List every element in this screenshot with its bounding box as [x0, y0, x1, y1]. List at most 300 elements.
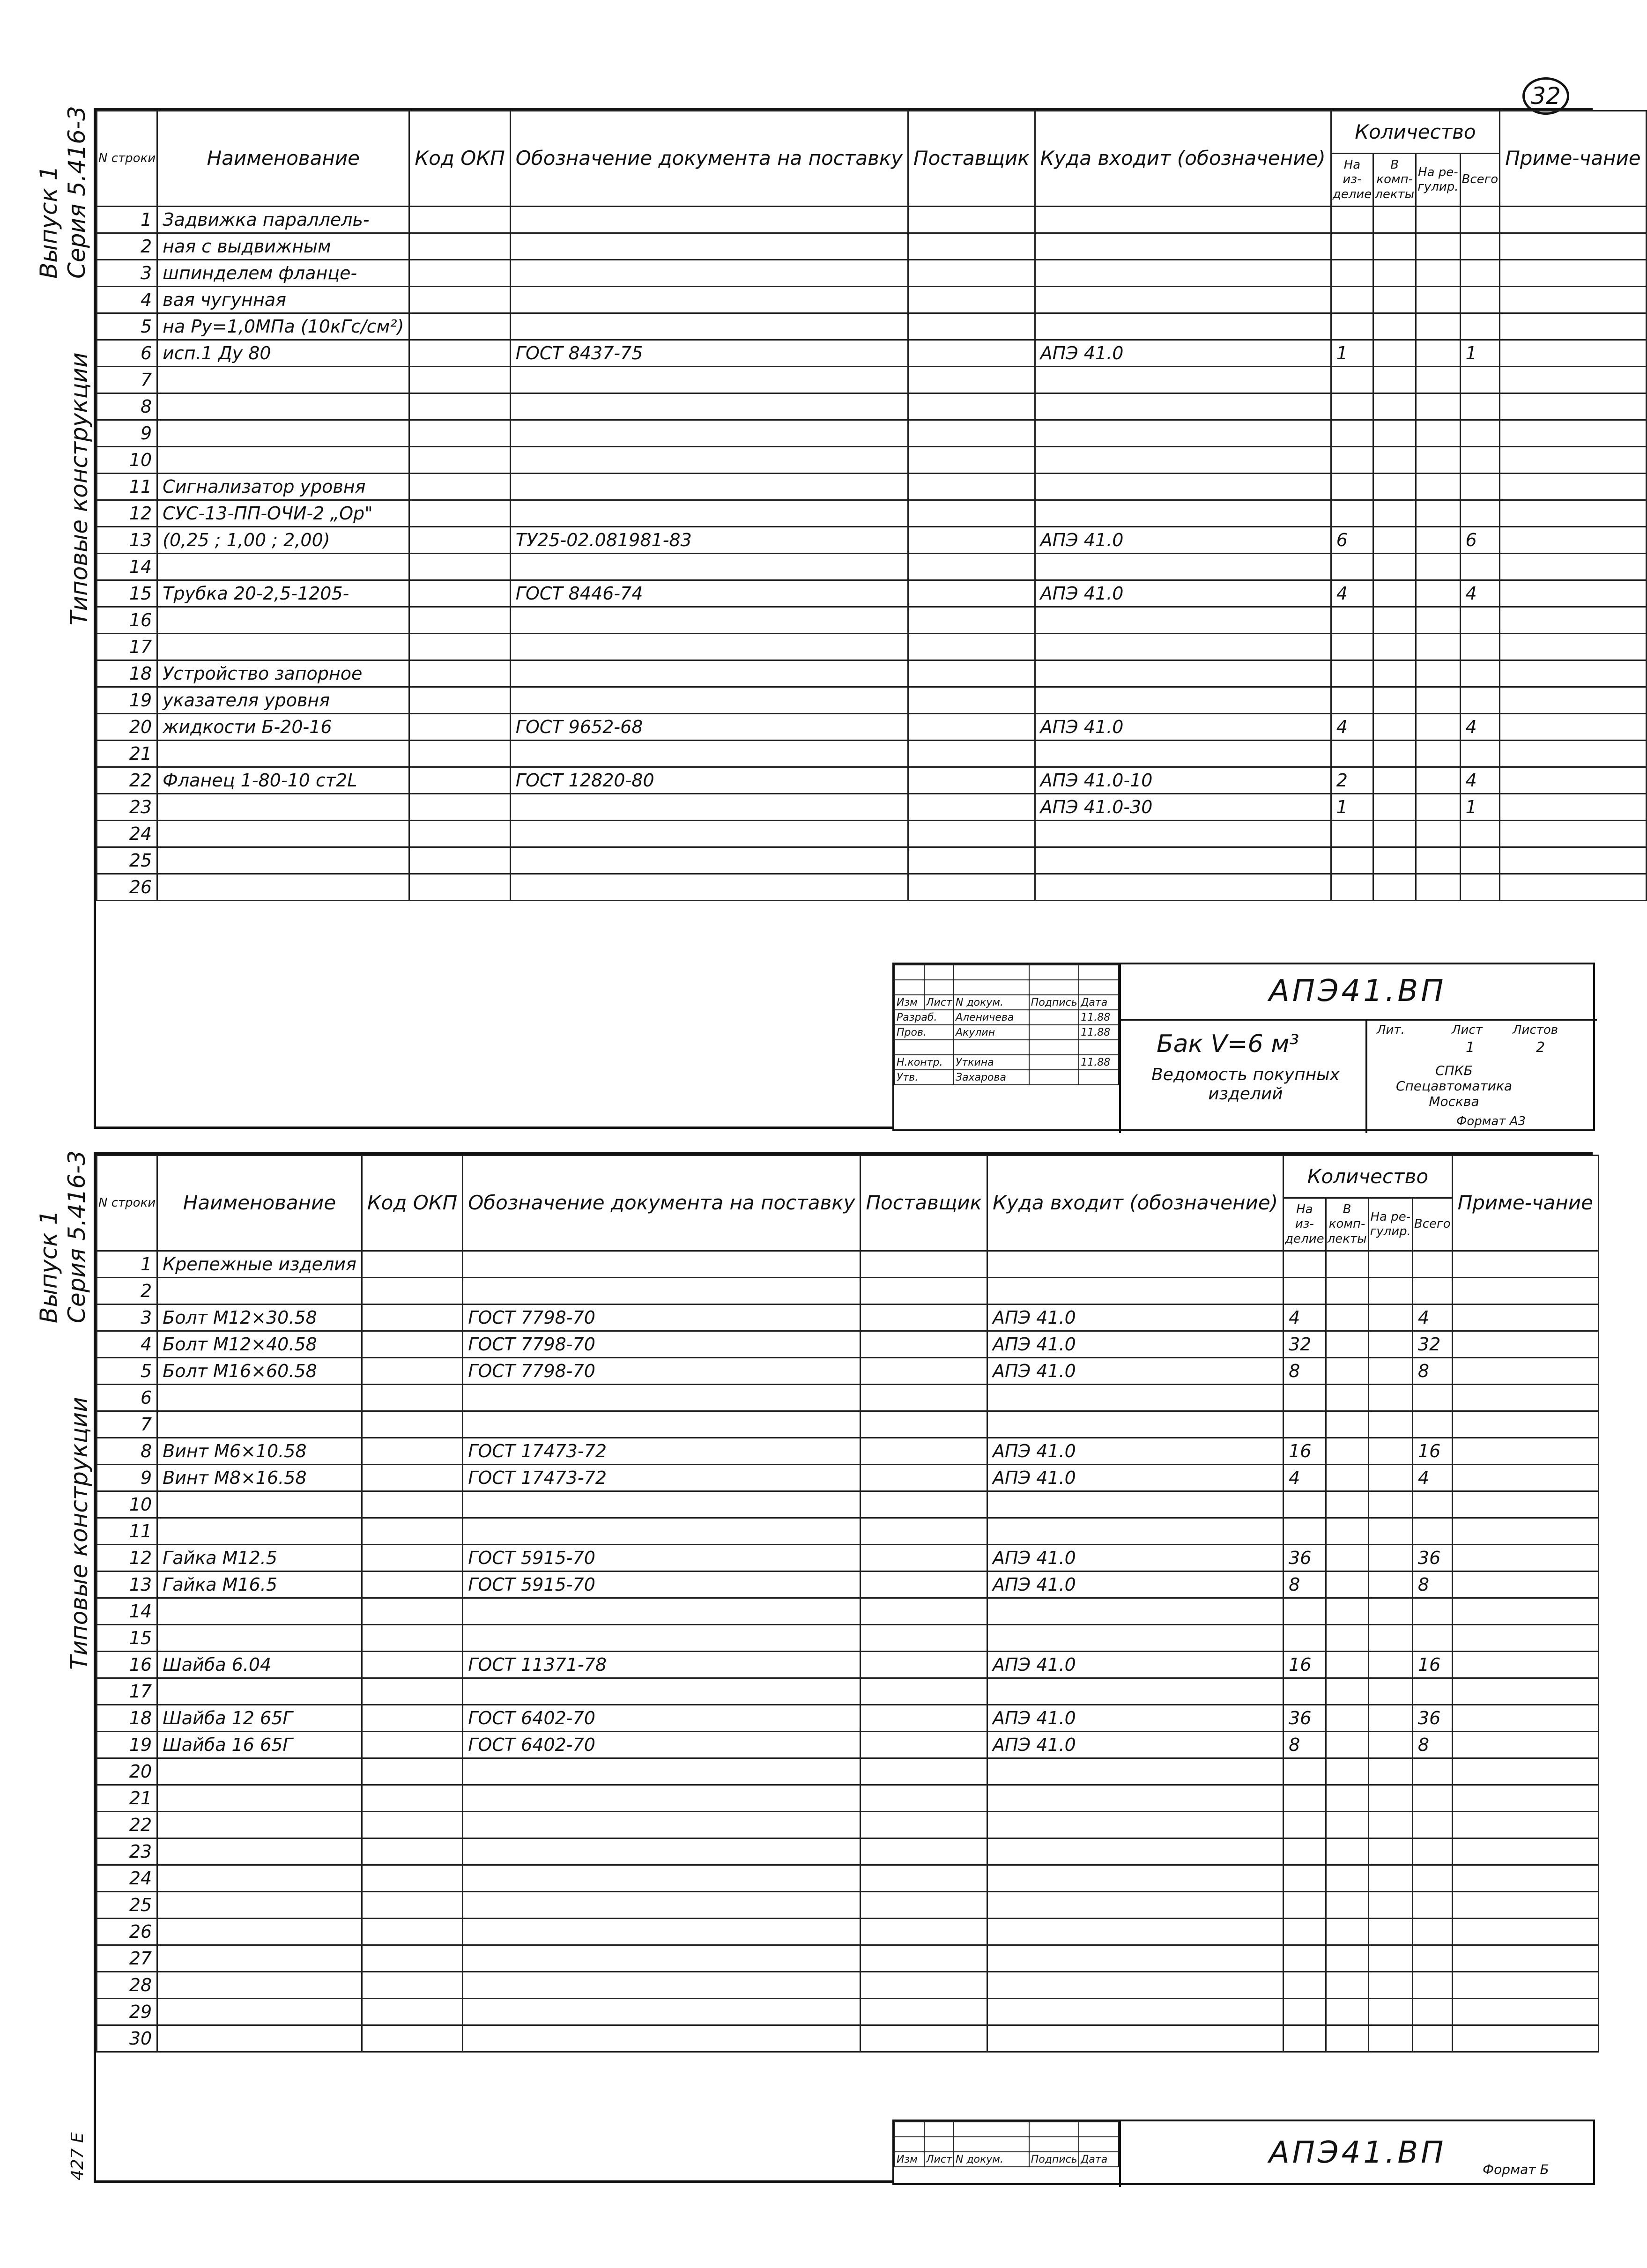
- qty-total: [1412, 1625, 1452, 1652]
- note: [1500, 794, 1646, 821]
- col-qty-reg: На ре-гулир.: [1416, 154, 1460, 207]
- supplier: [861, 1278, 987, 1304]
- doc-designation: [463, 1518, 861, 1545]
- qty-total: [1460, 474, 1500, 500]
- doc-designation: [510, 634, 908, 660]
- stamp-h-izm: Изм: [895, 995, 924, 1010]
- where-used: [987, 2025, 1283, 2052]
- note: [1500, 714, 1646, 741]
- col-where: Куда входит (обозначение): [987, 1156, 1283, 1251]
- table-row: [97, 607, 1647, 634]
- where-used: [1035, 607, 1331, 634]
- qty-per-item: [1331, 741, 1373, 767]
- doc-designation: [510, 393, 908, 420]
- stamp-role: Пров.: [895, 1025, 954, 1040]
- qty-set: [1326, 1812, 1368, 1838]
- doc-designation: ГОСТ 17473-72: [463, 1465, 861, 1491]
- doc-designation: [510, 847, 908, 874]
- item-name: [157, 1678, 362, 1705]
- okp-code: [409, 821, 510, 847]
- doc-designation: [510, 874, 908, 901]
- doc-designation: ГОСТ 8446-74: [510, 580, 908, 607]
- table-row: [97, 741, 1647, 767]
- note: [1452, 1304, 1598, 1331]
- qty-total: [1460, 233, 1500, 260]
- note: [1500, 474, 1646, 500]
- where-used: [987, 1892, 1283, 1919]
- qty-set: [1326, 1625, 1368, 1652]
- note: [1452, 1838, 1598, 1865]
- table-row: [97, 660, 1647, 687]
- table-row: [97, 1732, 1599, 1758]
- qty-total: 36: [1412, 1545, 1452, 1571]
- item-name: [157, 1945, 362, 1972]
- col-note: Приме-чание: [1452, 1156, 1598, 1251]
- okp-code: [362, 1678, 462, 1705]
- supplier: [908, 313, 1035, 340]
- okp-code: [409, 847, 510, 874]
- supplier: [908, 367, 1035, 393]
- qty-reg: [1416, 527, 1460, 554]
- note: [1500, 687, 1646, 714]
- row-number: 17: [97, 634, 157, 660]
- table-row: [97, 474, 1647, 500]
- qty-set: [1373, 447, 1416, 474]
- qty-reg: [1416, 447, 1460, 474]
- supplier: [908, 687, 1035, 714]
- sheet-1: [35, 106, 1641, 1129]
- supplier: [908, 714, 1035, 741]
- qty-reg: [1368, 1304, 1412, 1331]
- qty-set: [1373, 767, 1416, 794]
- qty-reg: [1416, 233, 1460, 260]
- doc-designation: [510, 367, 908, 393]
- row-number: 3: [97, 1304, 157, 1331]
- okp-code: [409, 420, 510, 447]
- qty-set: [1373, 660, 1416, 687]
- where-used: АПЭ 41.0: [987, 1652, 1283, 1678]
- spec-table-1: [96, 110, 1647, 901]
- note: [1500, 233, 1646, 260]
- row-number: 16: [97, 607, 157, 634]
- okp-code: [362, 1865, 462, 1892]
- okp-code: [362, 1732, 462, 1758]
- row-number: 11: [97, 1518, 157, 1545]
- row-number: 9: [97, 1465, 157, 1491]
- item-name: [157, 393, 409, 420]
- okp-code: [362, 1919, 462, 1945]
- stamp-list-no: 1: [1466, 1039, 1475, 1056]
- stamp-format: Формат Б: [1483, 2162, 1549, 2177]
- item-name: вая чугунная: [157, 287, 409, 313]
- qty-per-item: 2: [1331, 767, 1373, 794]
- okp-code: [362, 1331, 462, 1358]
- qty-per-item: [1283, 1758, 1326, 1785]
- doc-designation: [510, 233, 908, 260]
- doc-designation: [463, 1999, 861, 2025]
- item-name: исп.1 Ду 80: [157, 340, 409, 367]
- qty-per-item: [1283, 1972, 1326, 1999]
- qty-set: [1326, 1545, 1368, 1571]
- qty-per-item: [1283, 1278, 1326, 1304]
- where-used: [987, 1278, 1283, 1304]
- stamp-h-sign: Подпись: [1029, 995, 1079, 1010]
- item-name: Болт М16×60.58: [157, 1358, 362, 1385]
- supplier: [861, 1838, 987, 1865]
- row-number: 29: [97, 1999, 157, 2025]
- where-used: АПЭ 41.0: [987, 1304, 1283, 1331]
- stamp-designation: АПЭ41.ВП: [1269, 974, 1447, 1008]
- supplier: [908, 847, 1035, 874]
- where-used: [1035, 287, 1331, 313]
- row-number: 14: [97, 554, 157, 580]
- table-row: [97, 1331, 1599, 1358]
- okp-code: [362, 1838, 462, 1865]
- note: [1500, 207, 1646, 233]
- note: [1500, 500, 1646, 527]
- qty-per-item: [1283, 1945, 1326, 1972]
- row-number: 30: [97, 2025, 157, 2052]
- qty-total: [1412, 1945, 1452, 1972]
- okp-code: [362, 1491, 462, 1518]
- supplier: [908, 554, 1035, 580]
- doc-designation: [463, 1865, 861, 1892]
- doc-designation: [463, 1972, 861, 1999]
- row-number: 23: [97, 1838, 157, 1865]
- where-used: [987, 1972, 1283, 1999]
- where-used: [1035, 233, 1331, 260]
- doc-designation: [510, 660, 908, 687]
- qty-total: [1460, 660, 1500, 687]
- row-number: 7: [97, 1411, 157, 1438]
- qty-per-item: [1331, 634, 1373, 660]
- okp-code: [409, 393, 510, 420]
- supplier: [861, 1732, 987, 1758]
- item-name: [157, 1278, 362, 1304]
- stamp-role: Разраб.: [895, 1010, 954, 1025]
- col-supplier: Поставщик: [861, 1156, 987, 1251]
- item-name: [157, 821, 409, 847]
- qty-total: [1412, 1385, 1452, 1411]
- table-row: [97, 847, 1647, 874]
- qty-reg: [1416, 207, 1460, 233]
- okp-code: [409, 340, 510, 367]
- supplier: [908, 660, 1035, 687]
- qty-set: [1373, 260, 1416, 287]
- qty-per-item: [1283, 1625, 1326, 1652]
- stamp-person: Уткина: [954, 1055, 1029, 1070]
- where-used: АПЭ 41.0-10: [1035, 767, 1331, 794]
- doc-designation: [463, 1919, 861, 1945]
- supplier: [908, 233, 1035, 260]
- supplier: [908, 207, 1035, 233]
- row-number: 20: [97, 1758, 157, 1785]
- qty-set: [1326, 1571, 1368, 1598]
- qty-reg: [1368, 1758, 1412, 1785]
- doc-designation: [510, 260, 908, 287]
- qty-reg: [1416, 741, 1460, 767]
- note: [1452, 1705, 1598, 1732]
- qty-reg: [1416, 714, 1460, 741]
- qty-per-item: 8: [1283, 1358, 1326, 1385]
- where-used: АПЭ 41.0: [1035, 714, 1331, 741]
- table-row: [97, 1518, 1599, 1545]
- qty-set: [1326, 1758, 1368, 1785]
- page-number: 32: [1522, 77, 1569, 115]
- table-row: [97, 1251, 1599, 1278]
- doc-designation: [463, 1785, 861, 1812]
- okp-code: [362, 1785, 462, 1812]
- where-used: [1035, 660, 1331, 687]
- okp-code: [409, 607, 510, 634]
- qty-per-item: 8: [1283, 1732, 1326, 1758]
- table-row: [97, 447, 1647, 474]
- row-number: 8: [97, 1438, 157, 1465]
- okp-code: [362, 1945, 462, 1972]
- col-code: Код ОКП: [409, 111, 510, 207]
- row-number: 6: [97, 1385, 157, 1411]
- qty-reg: [1368, 1545, 1412, 1571]
- qty-per-item: 36: [1283, 1545, 1326, 1571]
- qty-total: 4: [1460, 767, 1500, 794]
- qty-per-item: [1331, 393, 1373, 420]
- doc-designation: [510, 741, 908, 767]
- qty-set: [1373, 687, 1416, 714]
- qty-reg: [1368, 1732, 1412, 1758]
- qty-set: [1373, 474, 1416, 500]
- supplier: [908, 634, 1035, 660]
- where-used: АПЭ 41.0: [1035, 580, 1331, 607]
- qty-total: [1412, 1919, 1452, 1945]
- supplier: [908, 767, 1035, 794]
- supplier: [861, 1598, 987, 1625]
- table-row: [97, 260, 1647, 287]
- note: [1500, 260, 1646, 287]
- item-name: Шайба 16 65Г: [157, 1732, 362, 1758]
- qty-total: [1412, 1838, 1452, 1865]
- qty-set: [1373, 714, 1416, 741]
- stamp-date: 11.88: [1079, 1025, 1119, 1040]
- note: [1452, 1892, 1598, 1919]
- stamp-designation: АПЭ41.ВП: [1269, 2135, 1447, 2170]
- row-number: 12: [97, 1545, 157, 1571]
- supplier: [908, 607, 1035, 634]
- note: [1452, 1972, 1598, 1999]
- table-row: [97, 1678, 1599, 1705]
- where-used: [1035, 821, 1331, 847]
- stamp-role: Утв.: [895, 1070, 954, 1085]
- qty-set: [1326, 1892, 1368, 1919]
- supplier: [861, 1705, 987, 1732]
- qty-set: [1373, 554, 1416, 580]
- row-number: 16: [97, 1652, 157, 1678]
- row-number: 21: [97, 1785, 157, 1812]
- stamp-person: Захарова: [954, 1070, 1029, 1085]
- qty-total: [1412, 1678, 1452, 1705]
- qty-reg: [1368, 1518, 1412, 1545]
- note: [1452, 1358, 1598, 1385]
- okp-code: [409, 660, 510, 687]
- okp-code: [409, 634, 510, 660]
- qty-reg: [1416, 500, 1460, 527]
- supplier: [861, 1465, 987, 1491]
- qty-total: 8: [1412, 1358, 1452, 1385]
- item-name: [157, 1625, 362, 1652]
- series-label: Выпуск 1: [35, 165, 62, 279]
- okp-code: [409, 714, 510, 741]
- qty-reg: [1368, 1678, 1412, 1705]
- qty-set: [1326, 1865, 1368, 1892]
- doc-designation: [463, 1892, 861, 1919]
- where-used: [1035, 874, 1331, 901]
- table-row: [97, 1865, 1599, 1892]
- col-where: Куда входит (обозначение): [1035, 111, 1331, 207]
- note: [1500, 554, 1646, 580]
- qty-per-item: [1331, 554, 1373, 580]
- qty-total: [1412, 2025, 1452, 2052]
- where-used: [1035, 687, 1331, 714]
- doc-designation: [463, 1491, 861, 1518]
- doc-designation: [463, 1678, 861, 1705]
- supplier: [861, 1358, 987, 1385]
- where-used: [987, 1625, 1283, 1652]
- qty-total: [1412, 1518, 1452, 1545]
- note: [1452, 1465, 1598, 1491]
- item-name: [157, 1411, 362, 1438]
- qty-per-item: [1283, 1385, 1326, 1411]
- supplier: [861, 1972, 987, 1999]
- qty-reg: [1368, 1358, 1412, 1385]
- row-number: 25: [97, 1892, 157, 1919]
- doc-designation: [463, 1251, 861, 1278]
- qty-total: [1460, 287, 1500, 313]
- where-used: [987, 1785, 1283, 1812]
- doc-designation: [463, 1812, 861, 1838]
- table-row: [97, 767, 1647, 794]
- table-row: [97, 1972, 1599, 1999]
- qty-reg: [1368, 1411, 1412, 1438]
- doc-designation: ГОСТ 11371-78: [463, 1652, 861, 1678]
- okp-code: [362, 1438, 462, 1465]
- okp-code: [362, 2025, 462, 2052]
- where-used: [1035, 554, 1331, 580]
- row-number: 3: [97, 260, 157, 287]
- item-name: [157, 794, 409, 821]
- qty-total: 8: [1412, 1571, 1452, 1598]
- row-number: 2: [97, 1278, 157, 1304]
- serial-label: Серия 5.416-3: [63, 1150, 90, 1323]
- where-used: АПЭ 41.0: [987, 1438, 1283, 1465]
- item-name: Крепежные изделия: [157, 1251, 362, 1278]
- supplier: [861, 1438, 987, 1465]
- qty-reg: [1368, 1625, 1412, 1652]
- row-number: 22: [97, 1812, 157, 1838]
- okp-code: [409, 207, 510, 233]
- qty-total: [1412, 1758, 1452, 1785]
- qty-set: [1373, 287, 1416, 313]
- qty-set: [1326, 1385, 1368, 1411]
- qty-set: [1326, 1945, 1368, 1972]
- qty-reg: [1416, 767, 1460, 794]
- item-name: [157, 420, 409, 447]
- okp-code: [409, 233, 510, 260]
- qty-per-item: 32: [1283, 1331, 1326, 1358]
- okp-code: [409, 741, 510, 767]
- table-row: [97, 554, 1647, 580]
- row-number: 12: [97, 500, 157, 527]
- note: [1500, 313, 1646, 340]
- section-label: Типовые конструкции: [66, 1397, 93, 1670]
- stamp-date: 11.88: [1079, 1010, 1119, 1025]
- item-name: Шайба 6.04: [157, 1652, 362, 1678]
- item-name: [157, 1892, 362, 1919]
- qty-total: [1460, 741, 1500, 767]
- title-block-1: [892, 963, 1595, 1131]
- qty-set: [1373, 207, 1416, 233]
- note: [1452, 1678, 1598, 1705]
- doc-designation: ГОСТ 17473-72: [463, 1438, 861, 1465]
- supplier: [861, 1652, 987, 1678]
- doc-designation: [463, 1385, 861, 1411]
- qty-set: [1326, 1598, 1368, 1625]
- okp-code: [409, 500, 510, 527]
- item-name: [157, 1812, 362, 1838]
- item-name: [157, 874, 409, 901]
- where-used: [1035, 313, 1331, 340]
- table-row: [97, 1705, 1599, 1732]
- okp-code: [362, 1251, 462, 1278]
- stamp-h-list: Лист: [924, 2152, 954, 2167]
- note: [1500, 447, 1646, 474]
- note: [1500, 527, 1646, 554]
- supplier: [861, 1571, 987, 1598]
- where-used: [1035, 367, 1331, 393]
- row-number: 13: [97, 1571, 157, 1598]
- qty-set: [1326, 1518, 1368, 1545]
- okp-code: [409, 287, 510, 313]
- qty-per-item: [1283, 1678, 1326, 1705]
- table-row: [97, 500, 1647, 527]
- qty-per-item: [1283, 1411, 1326, 1438]
- okp-code: [409, 554, 510, 580]
- qty-per-item: [1283, 1812, 1326, 1838]
- okp-code: [362, 1278, 462, 1304]
- doc-designation: [463, 1278, 861, 1304]
- note: [1452, 1758, 1598, 1785]
- qty-set: [1326, 1251, 1368, 1278]
- item-name: СУС-13-ПП-ОЧИ-2 „Ор": [157, 500, 409, 527]
- note: [1452, 2025, 1598, 2052]
- table-row: [97, 1304, 1599, 1331]
- row-number: 28: [97, 1972, 157, 1999]
- qty-reg: [1368, 1838, 1412, 1865]
- qty-per-item: [1283, 2025, 1326, 2052]
- where-used: [987, 1385, 1283, 1411]
- where-used: [987, 1491, 1283, 1518]
- qty-reg: [1416, 794, 1460, 821]
- stamp-title: Бак V=6 м³: [1157, 1030, 1299, 1058]
- supplier: [861, 1411, 987, 1438]
- qty-total: [1460, 554, 1500, 580]
- stamp-format: Формат А3: [1456, 1114, 1526, 1128]
- stamp-list: Лист: [1452, 1023, 1483, 1037]
- sheet-2: [35, 1150, 1593, 2183]
- qty-per-item: [1283, 1999, 1326, 2025]
- qty-total: 36: [1412, 1705, 1452, 1732]
- qty-per-item: [1331, 474, 1373, 500]
- qty-per-item: [1331, 420, 1373, 447]
- supplier: [908, 821, 1035, 847]
